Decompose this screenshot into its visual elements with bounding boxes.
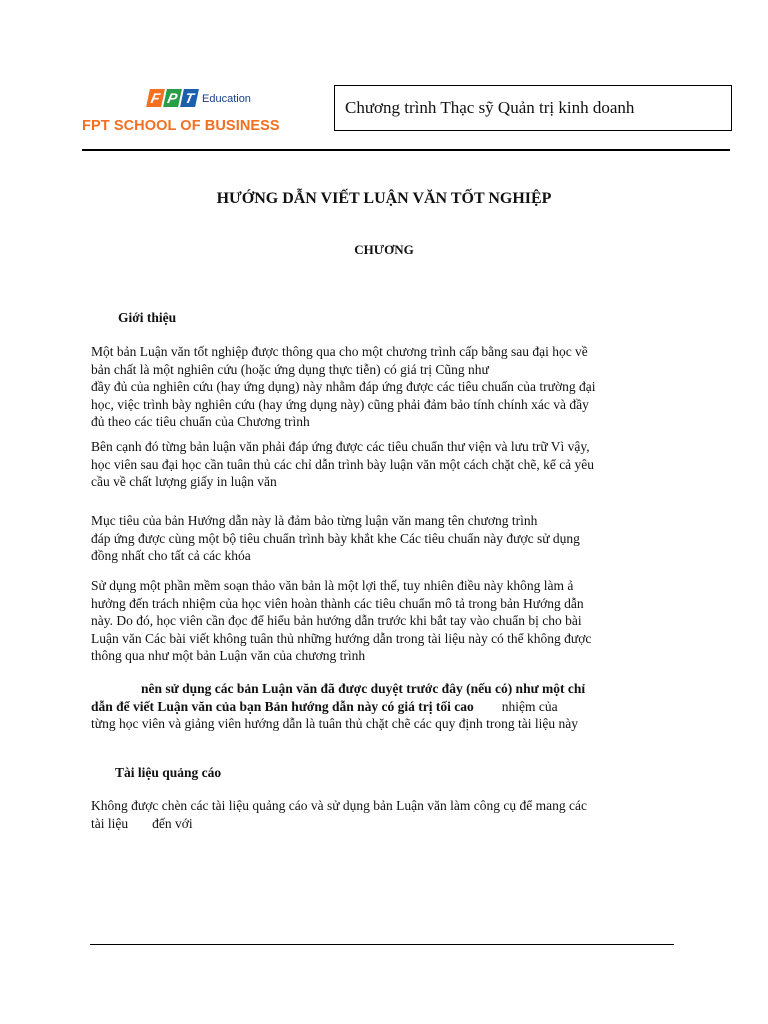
text-line: Không được chèn các tài liệu quảng cáo và sử dụng bản Luận văn làm công cụ để mang các <box>91 798 587 813</box>
fpt-logo-mark <box>148 84 251 112</box>
text-line <box>91 815 677 833</box>
document-title: HƯỚNG DẪN VIẾT LUẬN VĂN TỐT NGHIỆP <box>216 190 552 207</box>
header-divider <box>82 149 730 151</box>
text-span: dẫn để viết Luận văn của bạn Bản hướng dẫn này có giá trị tối cao <box>91 698 474 714</box>
text-line <box>91 698 677 716</box>
text-line: học viên sau đại học cần tuân thủ các chỉ dẫn trình bày luận văn một cách chặt chẽ, kể cả yêu <box>91 456 595 472</box>
text-line: Luận văn Các bài viết không tuân thủ những hướng dẫn trong tài liệu này có thể không được <box>91 630 592 646</box>
program-name: Chương trình Thạc sỹ Quản trị kinh doanh <box>345 98 635 117</box>
text-line: cầu về chất lượng giấy in luận văn <box>91 474 277 489</box>
intro-paragraph-4 <box>91 577 677 665</box>
intro-paragraph-5 <box>91 680 677 733</box>
footer-divider <box>90 944 674 945</box>
chapter-heading: CHƯƠNG <box>354 242 414 257</box>
text-line: đủ theo các tiêu chuẩn của Chương trình <box>91 414 310 429</box>
ads-paragraph <box>91 797 677 832</box>
section-heading-ads: Tài liệu quảng cáo <box>115 765 222 780</box>
text-line: Mục tiêu của bản Hướng dẫn này là đảm bảo từng luận văn mang tên chương trình <box>91 513 538 528</box>
logo-education-text: Education <box>202 93 251 105</box>
intro-paragraph-3 <box>91 512 677 565</box>
text-line: đầy đủ của nghiên cứu (hay ứng dụng) này nhằm đáp ứng được các tiêu chuẩn của trường đại <box>91 379 596 394</box>
text-line: Sử dụng một phần mềm soạn thảo văn bản là một lợi thế, tuy nhiên điều này không làm ả <box>91 578 574 593</box>
text-line: Một bản Luận văn tốt nghiệp được thông qua cho một chương trình cấp bằng sau đại học về <box>91 344 588 359</box>
intro-paragraph-1 <box>91 343 677 431</box>
program-name-box <box>334 85 732 131</box>
text-line: từng học viên và giảng viên hướng dẫn là tuân thủ chặt chẽ các quy định trong tài liệu này <box>91 716 579 731</box>
text-span: tài liệu <box>91 815 129 831</box>
logo-tile-f: F <box>146 89 165 107</box>
logo-tile-p: P <box>163 89 182 107</box>
text-line: này. Do đó, học viên cần đọc để hiểu bản hướng dẫn trước khi bắt tay vào chuẩn bị cho bài <box>91 613 582 628</box>
text-span: nhiệm của <box>501 698 558 714</box>
text-line: bản chất là một nghiên cứu (hoặc ứng dụng thực tiễn) có giá trị Cũng như <box>91 361 489 377</box>
text-line: thông qua như một bản Luận văn của chương trình <box>91 648 366 663</box>
logo-tile-t: T <box>180 89 199 107</box>
text-line: nên sử dụng các bản Luận văn đã được duyệt trước đây (nếu có) như một chỉ <box>141 681 586 696</box>
section-heading-intro: Giới thiệu <box>118 310 177 325</box>
text-line: học, việc trình bày nghiên cứu (hay ứng dụng này) cũng phải đảm bảo tính chính xác và đầy <box>91 396 589 412</box>
intro-paragraph-2 <box>91 438 677 491</box>
text-line: hưởng đến trách nhiệm của học viên hoàn thành các tiêu chuẩn mô tả trong bản Hướng dẫn <box>91 595 584 611</box>
text-line: Bên cạnh đó từng bản luận văn phải đáp ứng được các tiêu chuẩn thư viện và lưu trữ Vì vậy, <box>91 439 590 454</box>
fpt-logo <box>82 84 312 140</box>
logo-school-name: FPT SCHOOL OF BUSINESS <box>82 118 280 134</box>
text-line: đồng nhất cho tất cả các khóa <box>91 548 251 563</box>
text-line: đáp ứng được cùng một bộ tiêu chuẩn trình bày khắt khe Các tiêu chuẩn này được sử dụng <box>91 530 580 546</box>
text-span: đến với <box>152 815 193 831</box>
